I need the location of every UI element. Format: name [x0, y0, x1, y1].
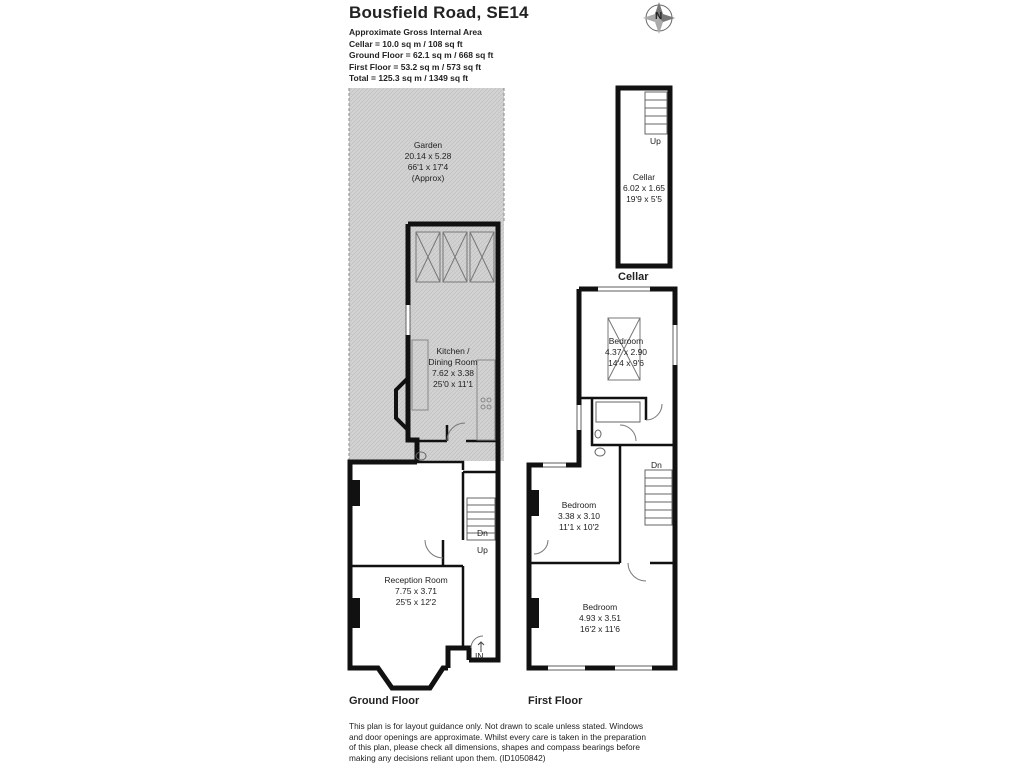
bedroom-rear-name: Bedroom — [608, 336, 644, 346]
garden-note: (Approx) — [411, 173, 445, 183]
bedroom-front-metric: 4.93 x 3.51 — [578, 613, 622, 623]
first-floor-internal-walls — [529, 398, 675, 563]
bedroom-mid-label — [547, 500, 611, 533]
ground-floor-label: Ground Floor — [349, 695, 420, 707]
cellar-metric: 6.02 x 1.65 — [622, 183, 666, 193]
kitchen-metric: 7.62 x 3.38 — [431, 368, 475, 378]
ground-stairs-dn: Dn — [477, 528, 488, 538]
reception-imperial: 25'5 x 12'2 — [395, 597, 437, 607]
kitchen-imperial: 25'0 x 11'1 — [433, 379, 473, 389]
bedroom-mid-name: Bedroom — [561, 500, 597, 510]
cellar-stairs-up: Up — [650, 136, 661, 146]
reception-label — [376, 575, 456, 608]
area-summary — [349, 27, 493, 85]
bedroom-rear-label — [596, 336, 656, 369]
plan-title: Bousfield Road, SE14 — [349, 3, 529, 22]
reception-metric: 7.75 x 3.71 — [394, 586, 438, 596]
bedroom-front-label — [570, 602, 630, 635]
bedroom-front-imperial: 16'2 x 11'6 — [580, 624, 620, 634]
bedroom-front-name: Bedroom — [582, 602, 618, 612]
first-floor-stairs — [645, 470, 672, 525]
bedroom-rear-imperial: 14'4 x 9'6 — [608, 358, 644, 368]
area-line-first: First Floor = 53.2 sq m / 573 sq ft — [349, 61, 482, 72]
area-line-ground: Ground Floor = 62.1 sq m / 668 sq ft — [349, 50, 494, 61]
compass-letter: N — [655, 11, 663, 22]
cellar-floor-label: Cellar — [618, 271, 649, 283]
kitchen-label — [423, 346, 483, 390]
ground-stairs-up: Up — [477, 545, 488, 555]
bedroom-rear-metric: 4.37 x 2.90 — [604, 347, 648, 357]
cellar-room-label — [616, 172, 672, 205]
disclaimer-text: This plan is for layout guidance only. Not drawn to scale unless stated. Windows and door openings are approximate. Whilst every care is taken in the preparation of this plan, please check all dimensions, shapes and compass bearings before making any decisions reliant upon them. (ID1050842) — [349, 721, 647, 763]
cellar-imperial: 19'9 x 5'5 — [626, 194, 662, 204]
garden-metric: 20.14 x 5.28 — [404, 151, 452, 161]
kitchen-name-2: Dining Room — [428, 357, 478, 367]
area-heading: Approximate Gross Internal Area — [349, 27, 482, 37]
cellar-stairs — [645, 92, 667, 134]
garden-label — [398, 140, 458, 184]
bedroom-mid-metric: 3.38 x 3.10 — [557, 511, 601, 521]
entrance-label: IN — [475, 651, 484, 661]
first-stairs-dn: Dn — [651, 460, 662, 470]
kitchen-name-1: Kitchen / — [436, 346, 470, 356]
area-line-total: Total = 125.3 sq m / 1349 sq ft — [349, 73, 469, 84]
reception-name: Reception Room — [384, 575, 448, 585]
first-floor-label: First Floor — [528, 695, 583, 707]
garden-imperial: 66'1 x 17'4 — [407, 162, 449, 172]
cellar-name: Cellar — [632, 172, 656, 182]
area-line-cellar: Cellar = 10.0 sq m / 108 sq ft — [349, 38, 463, 49]
bedroom-mid-imperial: 11'1 x 10'2 — [559, 522, 599, 532]
garden-name: Garden — [413, 140, 443, 150]
